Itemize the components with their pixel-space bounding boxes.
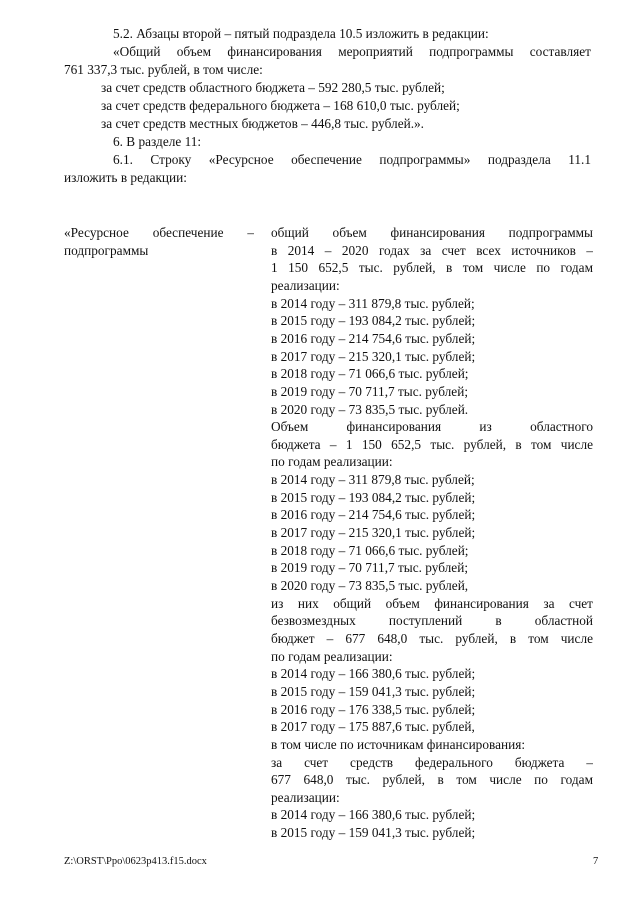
right-cell-line: бюджета – 1 150 652,5 тыс. рублей, в том числе xyxy=(271,436,593,452)
footer-page-number: 7 xyxy=(593,856,599,867)
right-cell-line: за счет средств федерального бюджета – xyxy=(271,754,593,770)
intro-line: за счет средств местных бюджетов – 446,8 тыс. рублей.». xyxy=(101,116,425,131)
right-cell-line: в 2015 году – 193 084,2 тыс. рублей; xyxy=(271,313,476,329)
right-cell-line: реализации: xyxy=(271,277,340,293)
right-cell-line: в 2019 году – 70 711,7 тыс. рублей; xyxy=(271,383,469,399)
right-cell-line: из них общий объем финансирования за счет xyxy=(271,595,593,611)
right-cell-line: в 2020 году – 73 835,5 тыс. рублей. xyxy=(271,401,469,417)
right-cell-line: бюджет – 677 648,0 тыс. рублей, в том числе xyxy=(271,630,593,646)
right-cell-line: в 2016 году – 214 754,6 тыс. рублей; xyxy=(271,507,476,523)
intro-line: «Общий объем финансирования мероприятий подпрограммы составляет xyxy=(113,44,591,59)
right-cell-line: по годам реализации: xyxy=(271,648,393,664)
left-cell-line: подпрограммы xyxy=(64,242,149,258)
right-cell-line: в 2014 году – 166 380,6 тыс. рублей; xyxy=(271,666,476,682)
right-cell-line: общий объем финансирования подпрограммы xyxy=(271,225,593,240)
right-cell-line: реализации: xyxy=(271,789,340,805)
intro-line: 5.2. Абзацы второй – пятый подраздела 10.5 изложить в редакции: xyxy=(113,26,489,41)
right-cell-line: в 2016 году – 176 338,5 тыс. рублей; xyxy=(271,701,476,717)
right-cell-line: в том числе по источникам финансирования: xyxy=(271,736,526,752)
right-cell-line: в 2017 году – 215 320,1 тыс. рублей; xyxy=(271,525,476,541)
intro-line: 761 337,3 тыс. рублей, в том числе: xyxy=(64,62,263,77)
right-cell-line: в 2017 году – 215 320,1 тыс. рублей; xyxy=(271,348,476,364)
right-cell-line: в 2019 году – 70 711,7 тыс. рублей; xyxy=(271,560,469,576)
right-cell-line: 1 150 652,5 тыс. рублей, в том числе по годам xyxy=(271,260,593,276)
left-cell-line: «Ресурсное обеспечение – xyxy=(64,225,254,240)
right-cell-line: 677 648,0 тыс. рублей, в том числе по годам xyxy=(271,772,593,788)
right-cell-line: в 2015 году – 193 084,2 тыс. рублей; xyxy=(271,489,476,505)
right-cell-line: в 2015 году – 159 041,3 тыс. рублей; xyxy=(271,683,476,699)
right-cell-line: в 2014 году – 311 879,8 тыс. рублей; xyxy=(271,472,475,488)
right-cell-line: в 2014 году – 166 380,6 тыс. рублей; xyxy=(271,807,476,823)
right-cell-line: по годам реализации: xyxy=(271,454,393,470)
right-cell-line: в 2014 году – 311 879,8 тыс. рублей; xyxy=(271,295,475,311)
right-cell-line: в 2018 году – 71 066,6 тыс. рублей; xyxy=(271,366,469,382)
right-cell-line: в 2016 году – 214 754,6 тыс. рублей; xyxy=(271,330,476,346)
right-cell-line: в 2015 году – 159 041,3 тыс. рублей; xyxy=(271,825,476,841)
right-cell-line: в 2017 году – 175 887,6 тыс. рублей, xyxy=(271,719,475,735)
intro-line: за счет средств федерального бюджета – 168 610,0 тыс. рублей; xyxy=(101,98,460,113)
right-cell-line: в 2018 году – 71 066,6 тыс. рублей; xyxy=(271,542,469,558)
intro-line: 6.1. Строку «Ресурсное обеспечение подпрограммы» подраздела 11.1 xyxy=(113,152,591,167)
right-cell-line: Объем финансирования из областного xyxy=(271,419,593,435)
footer-file-path: Z:\ORST\Ppo\0623p413.f15.docx xyxy=(64,856,207,867)
intro-line: 6. В разделе 11: xyxy=(113,134,202,149)
intro-line: изложить в редакции: xyxy=(64,170,187,185)
right-cell-line: безвозмездных поступлений в областной xyxy=(271,613,593,629)
right-cell-line: в 2020 году – 73 835,5 тыс. рублей, xyxy=(271,578,469,593)
right-cell-line: в 2014 – 2020 годах за счет всех источников – xyxy=(271,242,593,258)
intro-line: за счет средств областного бюджета – 592 280,5 тыс. рублей; xyxy=(101,80,445,95)
